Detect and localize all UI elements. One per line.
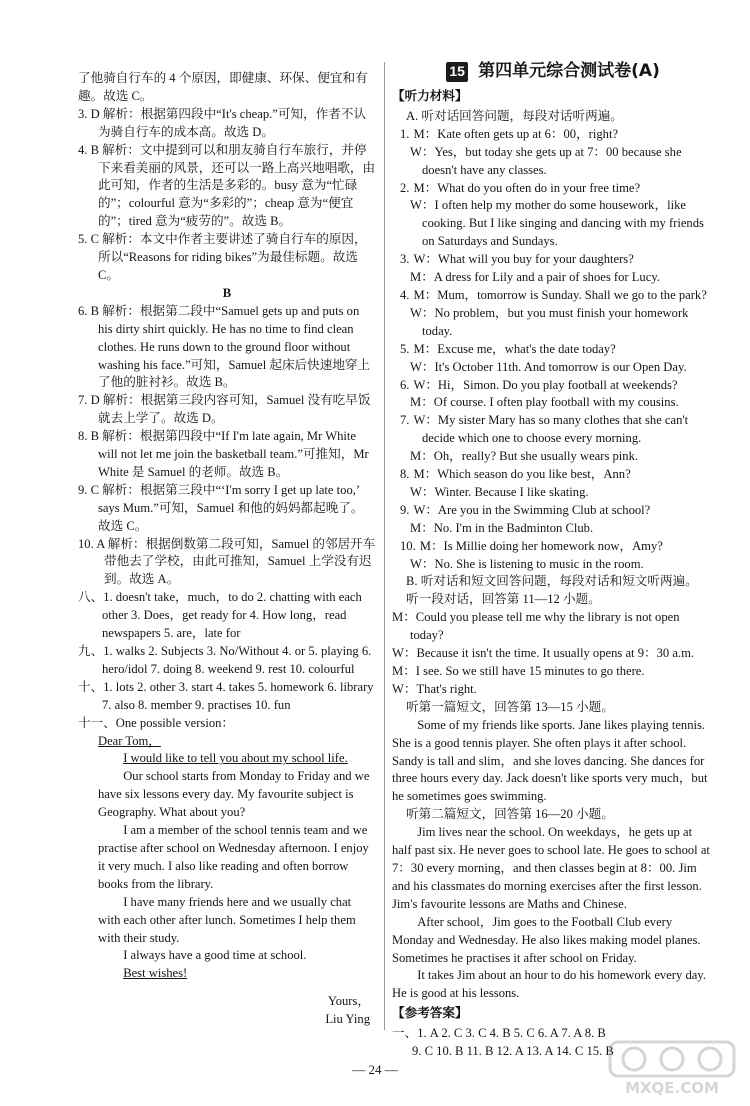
dialogue-number: 1.: [400, 126, 410, 141]
dialogue-text: W：I often help my mother do some housework，like cooking. But I like singing and dancing with my friends on Saturdays and Sundays.: [410, 198, 704, 249]
dialogue-line: [392, 251, 714, 269]
dialogue-number: 8.: [400, 467, 410, 482]
dialogue-text: M：Oh，really? But she usually wears pink.: [410, 449, 639, 464]
dialogue-number: 2.: [400, 180, 410, 195]
dialogue-line: [392, 466, 714, 484]
dialogue-line: [392, 197, 714, 251]
dialogue-text: W：Yes，but today she gets up at 7：00 because she doesn't have any classes.: [410, 144, 682, 177]
passage-paragraph: It takes Jim about an hour to do his homework every day. He is good at his lessons.: [392, 968, 706, 1001]
svg-text:MXQE.COM: MXQE.COM: [625, 1079, 719, 1097]
dialogue-line: [392, 377, 714, 395]
question-range-13: 听第一篇短文，回答第 13—15 小题。: [406, 699, 614, 714]
dialogue-text: W：Hi，Simon. Do you play football at weekends?: [413, 377, 678, 392]
dialogue-line: [392, 269, 714, 287]
dialogue-line: [392, 359, 714, 377]
dialogue-line: [392, 126, 714, 144]
letter-paragraph: I always have a good time at school.: [123, 948, 307, 963]
conversation-line: W：That's right.: [392, 681, 477, 696]
conversation-line: W：Because it isn't the time. It usually opens at 9：30 a.m.: [392, 646, 695, 661]
dialogue-number: 3.: [400, 252, 410, 267]
section-11-heading: 十一、One possible version：: [78, 715, 235, 730]
dialogue-text: M：Mum，tomorrow is Sunday. Shall we go to the park?: [413, 287, 707, 302]
dialogue-text: M：What do you often do in your free time?: [413, 180, 641, 195]
dialogue-text: W：Winter. Because I like skating.: [410, 484, 589, 499]
part-b-instruction: B. 听对话和短文回答问题，每段对话和短文听两遍。: [406, 574, 698, 589]
left-column: [78, 70, 376, 1029]
dialogue-number: 10.: [400, 538, 416, 553]
passage-paragraph: Jim lives near the school. On weekdays，he gets up at half past six. He never goes to school late. He goes to school at 7：30 every morning，and then classes begin at 8：00. Jim and his classmates do morning exercises after the first lesson. Jim's favourite lessons are Maths and Chinese.: [392, 825, 710, 911]
dialogue-text: W：Are you in the Swimming Club at school?: [413, 502, 651, 517]
question-range-11: 听一段对话，回答第 11—12 小题。: [406, 592, 601, 607]
answer-key-line: 一、1. A 2. C 3. C 4. B 5. C 6. A 7. A 8. B: [392, 1026, 606, 1041]
section-8-answers: 八、1. doesn't take，much，to do 2. chatting with each other 3. Does，get ready for 4. How long，read newspapers 5. are，late for: [78, 590, 362, 641]
letter-closing: Best wishes!: [123, 966, 188, 981]
letter-greeting: Dear Tom，: [98, 733, 161, 748]
answer-line: 8. B 解析：根据第四段中“If I'm late again, Mr White will not let me join the basketball team.”可推知，Mr White 是 Samuel 的老师。故选 B。: [78, 429, 369, 479]
letter-paragraph: Our school starts from Monday to Friday and we have six lessons every day. My favourite subject is Geography. What about you?: [98, 769, 370, 820]
dialogue-text: W：No problem，but you must finish your homework today.: [410, 305, 689, 338]
dialogue-line: [392, 341, 714, 359]
letter-signature: Liu Ying: [325, 1012, 370, 1027]
answer-line: 9. C 解析：根据第三段中“‘I'm sorry I get up late too,’ says Mum.”可知，Samuel 和他的妈妈都起晚了。故选 C。: [78, 482, 364, 533]
letter-paragraph: I have many friends here and we usually chat with each other after lunch. Sometimes I help them with their study.: [98, 894, 356, 945]
answer-line: 7. D 解析：根据第三段内容可知，Samuel 没有吃早饭就去上学了。故选 D。: [78, 393, 371, 426]
dialogue-text: W：It's October 11th. And tomorrow is our Open Day.: [410, 359, 687, 374]
section-10-answers: 十、1. lots 2. other 3. start 4. takes 5. homework 6. library 7. also 8. member 9. practises 10. fun: [78, 679, 374, 712]
answer-line: 3. D 解析：根据第四段中“It's cheap.”可知，作者不认为骑自行车的成本高。故选 D。: [78, 106, 367, 139]
dialogue-line: [392, 538, 714, 556]
answer-line: 6. B 解析：根据第二段中“Samuel gets up and puts on his dirty shirt quickly. He has no time to find clean clothes. He runs down to the ground floor without washing his face.”可知，Samuel 起床后快速地穿上了他的脏衬衫。故选 B。: [78, 303, 371, 390]
dialogue-number: 6.: [400, 377, 410, 392]
dialogue-text: M：Which season do you like best，Ann?: [413, 467, 631, 482]
dialogue-text: M：Excuse me，what's the date today?: [413, 341, 616, 356]
dialogue-text: M：Kate often gets up at 6：00，right?: [413, 126, 619, 141]
dialogue-text: W：No. She is listening to music in the room.: [410, 556, 644, 571]
dialogue-text: W：My sister Mary has so many clothes that she can't decide which one to choose every morning.: [413, 413, 689, 446]
section-b-heading: B: [222, 285, 232, 300]
dialogue-line: [392, 180, 714, 198]
answer-key-heading: 【参考答案】: [392, 1006, 468, 1021]
dialogue-line: [392, 287, 714, 305]
dialogue-line: [392, 448, 714, 466]
dialogue-text: M：A dress for Lily and a pair of shoes for Lucy.: [410, 270, 660, 285]
letter-sign-off: Yours，: [327, 994, 370, 1009]
dialogue-number: 9.: [400, 502, 410, 517]
dialogue-number: 5.: [400, 341, 410, 356]
dialogue-line: [392, 556, 714, 574]
dialogue-line: [392, 394, 714, 412]
dialogue-line: [392, 412, 714, 448]
page-number: — 24 —: [352, 1062, 398, 1077]
passage-paragraph: After school，Jim goes to the Football Club every Monday and Wednesday. He also likes making model planes. Sometimes he practises it after school on Friday.: [392, 914, 701, 965]
dialogue-number: 4.: [400, 287, 410, 302]
answer-line: 了他骑自行车的 4 个原因，即健康、环保、便宜和有趣。故选 C。: [78, 71, 368, 103]
dialogue-number: 7.: [400, 413, 410, 428]
site-watermark-logo: [608, 1040, 736, 1098]
column-divider: [384, 62, 385, 1030]
test-title: [392, 62, 714, 82]
section-9-answers: 九、1. walks 2. Subjects 3. No/Without 4. or 5. playing 6. hero/idol 7. doing 8. weekend 9. rest 10. colourful: [78, 644, 372, 676]
dialogue-list: [392, 126, 714, 574]
dialogue-line: [392, 502, 714, 520]
dialogue-line: [392, 305, 714, 341]
part-a-instruction: A. 听对话回答问题，每段对话听两遍。: [406, 108, 623, 123]
letter-paragraph: I am a member of the school tennis team and we practise after school on Wednesday afternoon. I enjoy it very much. I also like reading and often borrow books from the library.: [98, 823, 369, 891]
dialogue-line: [392, 484, 714, 502]
sample-letter: [78, 733, 376, 1030]
dialogue-line: [392, 520, 714, 538]
conversation-line: M：I see. So we still have 15 minutes to go there.: [392, 664, 645, 678]
answer-line: 10. A 解析：根据倒数第二段可知，Samuel 的邻居开车带他去了学校，由此可推知，Samuel 上学没有迟到。故选 A。: [78, 536, 376, 587]
letter-paragraph: I would like to tell you about my school life.: [123, 751, 348, 766]
unit-number-badge: 15: [446, 62, 468, 82]
answer-line: 4. B 解析：文中提到可以和朋友骑自行车旅行，并停下来看美丽的风景，还可以一路上高兴地唱歌，由此可知，作者的生活是多彩的。busy 意为“忙碌的”；colourful 意为“多彩的”；cheap 意为“便宜的”；tired 意为“疲劳的”。故选 B。: [78, 142, 376, 229]
listening-heading: 【听力材料】: [392, 89, 468, 103]
passage-paragraph: Some of my friends like sports. Jane likes playing tennis. She is a good tennis player. She often plays it after school. Sandy is tall and slim，and she loves dancing. She dances for three hours every day. Jack doesn't like sports very much，but he sometimes goes swimming.: [392, 717, 708, 804]
answer-key-line: 9. C 10. B 11. B 12. A 13. A 14. C 15. B: [412, 1044, 614, 1059]
question-range-16: 听第二篇短文，回答第 16—20 小题。: [406, 807, 614, 822]
dialogue-text: M：No. I'm in the Badminton Club.: [410, 520, 594, 535]
answer-line: 5. C 解析：本文中作者主要讲述了骑自行车的原因，所以“Reasons for riding bikes”为最佳标题。故选 C。: [78, 232, 367, 282]
dialogue-text: M：Of course. I often play football with my cousins.: [410, 395, 679, 410]
dialogue-line: [392, 144, 714, 180]
conversation-line: M：Could you please tell me why the library is not open today?: [392, 610, 680, 643]
dialogue-text: W：What will you buy for your daughters?: [413, 252, 634, 267]
page-title: 第四单元综合测试卷(A): [478, 61, 660, 82]
dialogue-text: M：Is Millie doing her homework now，Amy?: [419, 538, 663, 553]
right-column: [392, 61, 714, 1061]
